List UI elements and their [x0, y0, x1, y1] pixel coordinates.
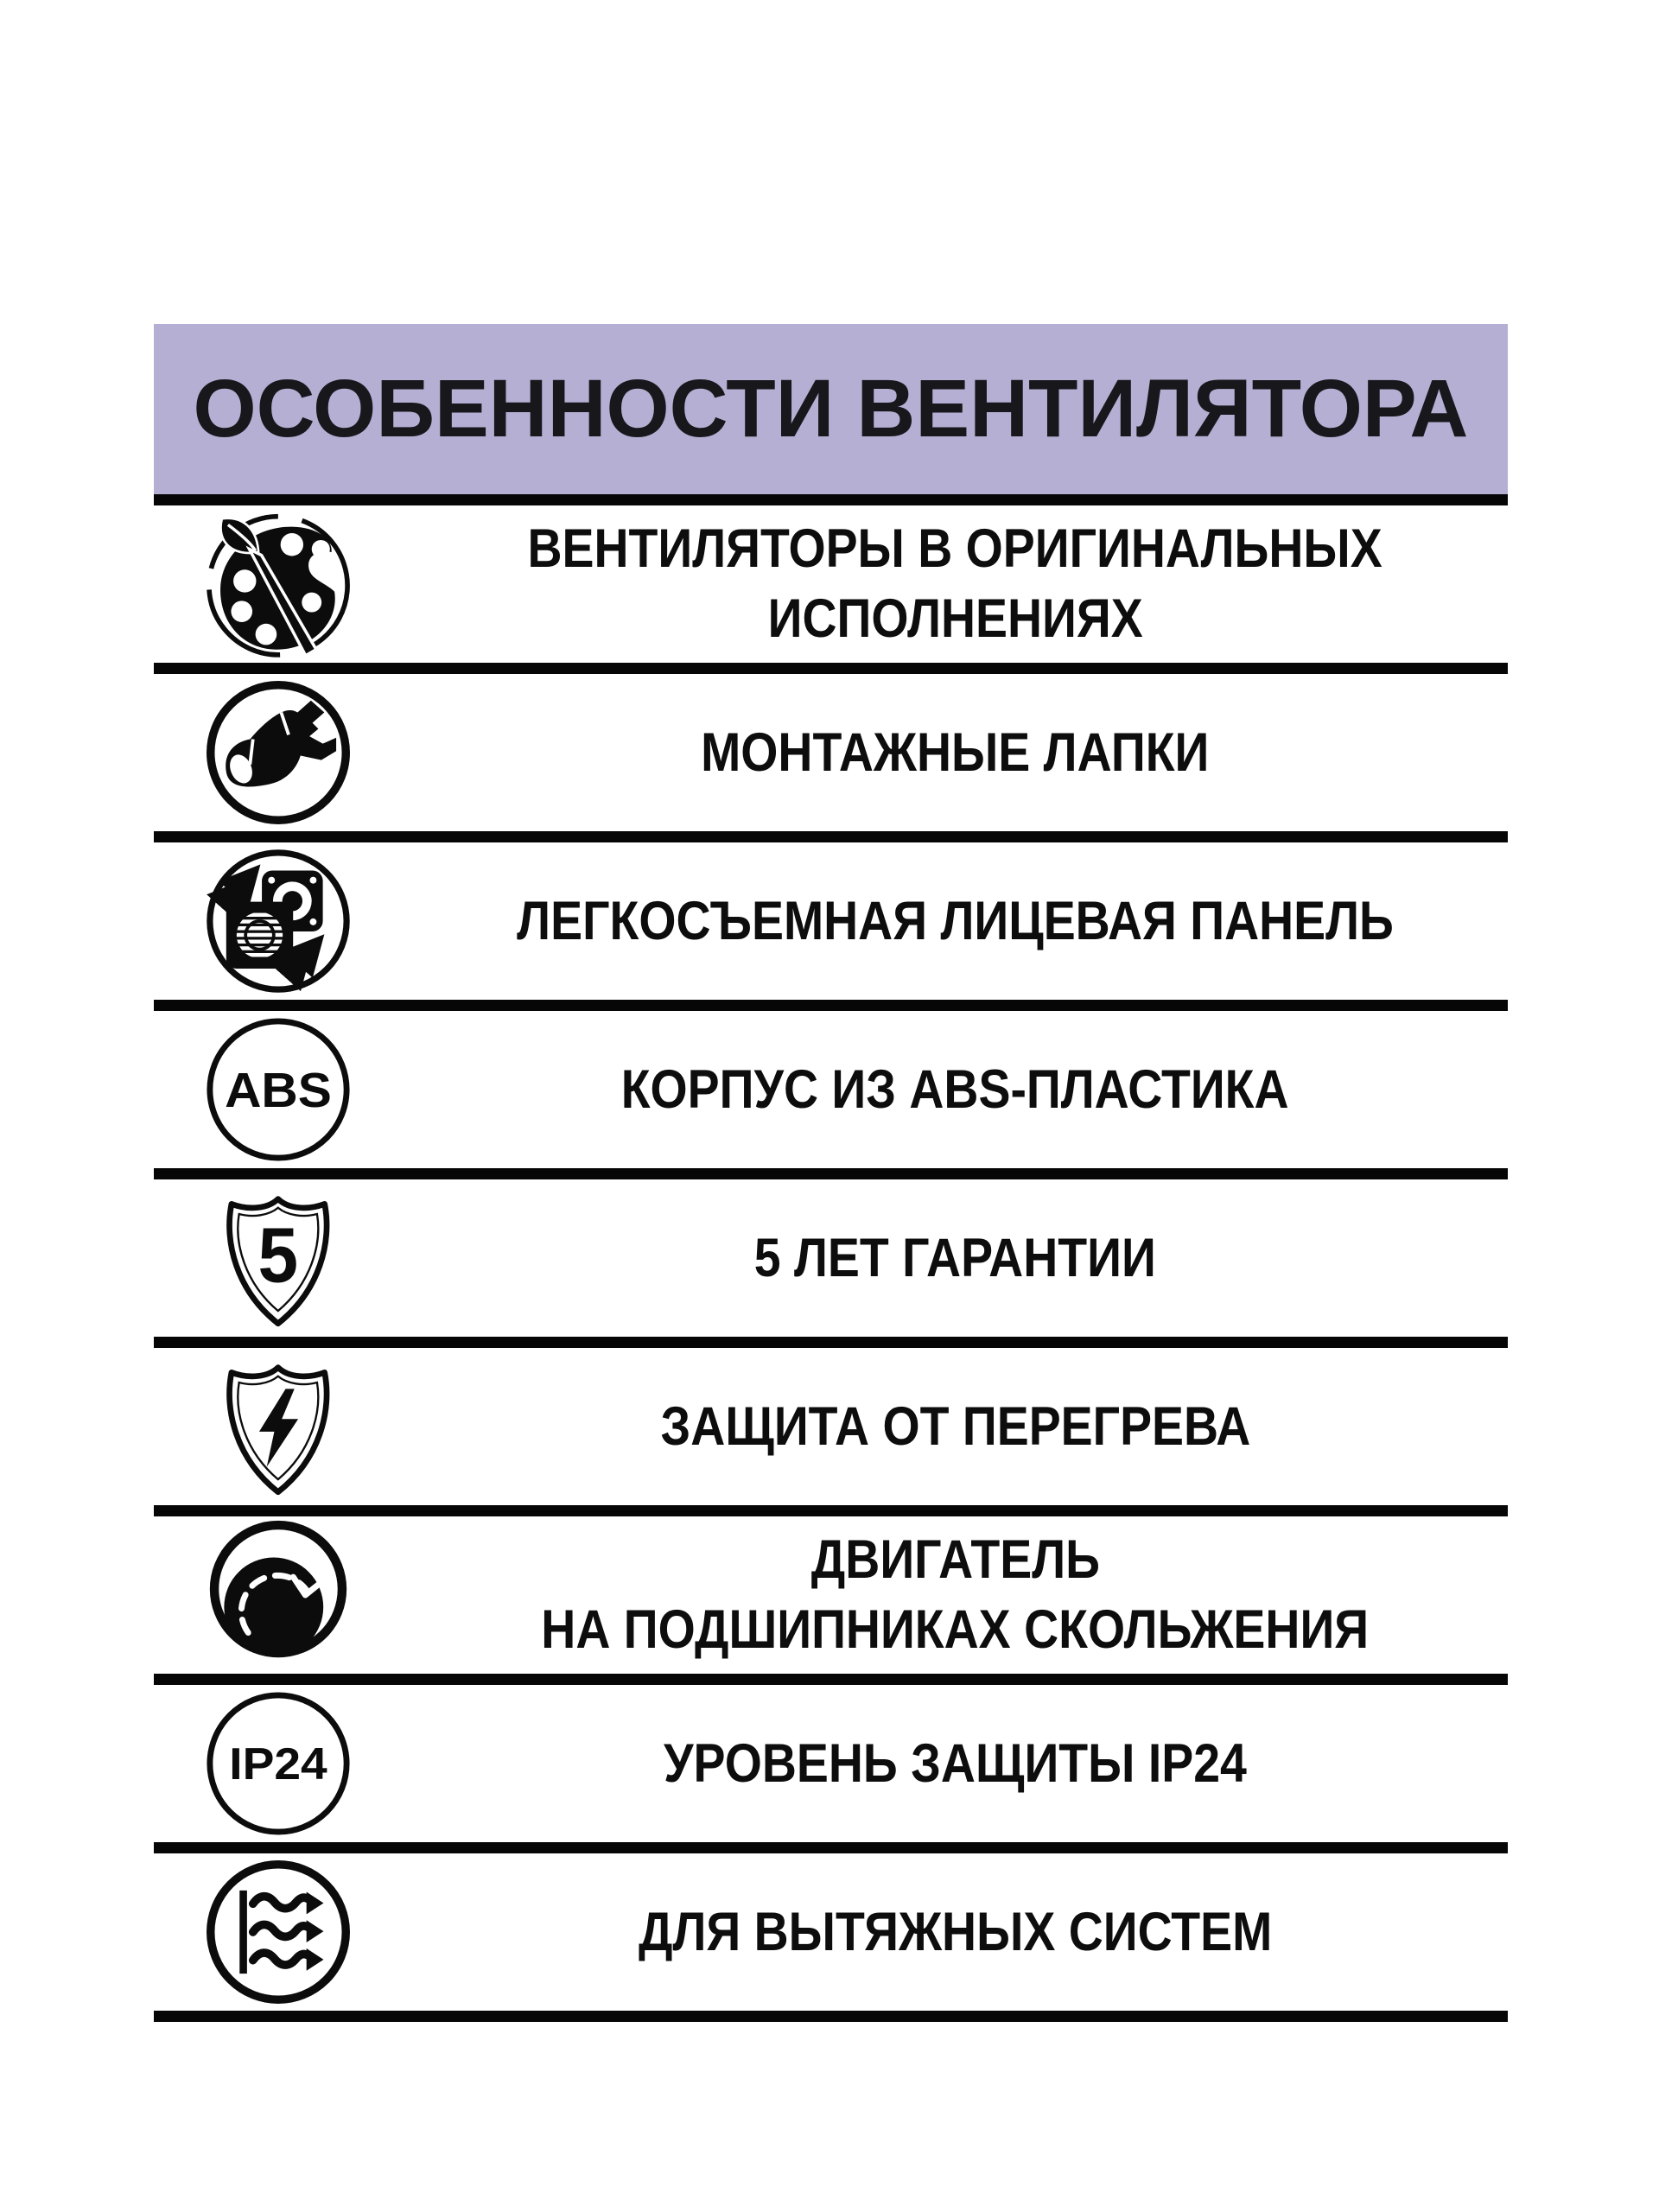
feature-row: [154, 1011, 1508, 1179]
features-table: [154, 324, 1508, 2022]
feature-text: ИСПОЛНЕНИЯХ: [767, 588, 1143, 649]
feature-text-block: [403, 1899, 1508, 1966]
abs-plastic-icon: [154, 1015, 403, 1164]
feature-text: ЗАЩИТА ОТ ПЕРЕГРЕВА: [660, 1395, 1250, 1457]
feature-row: [154, 1516, 1508, 1685]
feature-text-block: [403, 1394, 1508, 1460]
feature-text: ДЛЯ ВЫТЯЖНЫХ СИСТЕМ: [638, 1901, 1273, 1962]
feature-text: НА ПОДШИПНИКАХ СКОЛЬЖЕНИЯ: [541, 1599, 1370, 1660]
feature-text: ДВИГАТЕЛЬ: [810, 1529, 1100, 1591]
ip24-label: IP24: [229, 1738, 328, 1789]
lightning-bolt-icon: [259, 1389, 298, 1466]
feature-row: [154, 1348, 1508, 1516]
feature-text: УРОВЕНЬ ЗАЩИТЫ IP24: [664, 1732, 1247, 1794]
feature-text: 5 ЛЕТ ГАРАНТИИ: [753, 1227, 1157, 1288]
feature-text: МОНТАЖНЫЕ ЛАПКИ: [701, 721, 1210, 783]
feature-text-block: [403, 1731, 1508, 1797]
feature-text-block: [403, 1057, 1508, 1123]
exhaust-airflow-icon: [154, 1858, 403, 2006]
feature-text-block: [403, 516, 1508, 652]
feature-row: [154, 1685, 1508, 1853]
overheat-protection-shield-icon: [154, 1355, 403, 1498]
feature-row: [154, 1179, 1508, 1348]
header-banner: [154, 324, 1508, 505]
mounting-feet-icon: [154, 678, 403, 827]
feature-row: [154, 674, 1508, 842]
feature-text: ЛЕГКОСЪЕМНАЯ ЛИЦЕВАЯ ПАНЕЛЬ: [517, 890, 1394, 951]
feature-text-block: [403, 720, 1508, 786]
feature-text: КОРПУС ИЗ ABS-ПЛАСТИКА: [621, 1058, 1289, 1120]
warranty-5-years-shield-icon: [154, 1186, 403, 1330]
feature-text-block: [403, 888, 1508, 955]
feature-row: [154, 842, 1508, 1011]
feature-row: [154, 505, 1508, 674]
feature-text-block: [403, 1527, 1508, 1663]
paint-palette-icon: [154, 508, 403, 660]
feature-text-block: [403, 1225, 1508, 1292]
warranty-years-label: 5: [257, 1211, 299, 1300]
sliding-bearing-motor-icon: [154, 1520, 403, 1670]
feature-row: [154, 1853, 1508, 2022]
abs-label: ABS: [225, 1063, 332, 1118]
page-title: ОСОБЕННОСТИ ВЕНТИЛЯТОРА: [193, 363, 1469, 454]
removable-front-panel-icon: [154, 847, 403, 995]
feature-text: ВЕНТИЛЯТОРЫ В ОРИГИНАЛЬНЫХ: [527, 518, 1383, 580]
ip24-protection-icon: [154, 1689, 403, 1838]
